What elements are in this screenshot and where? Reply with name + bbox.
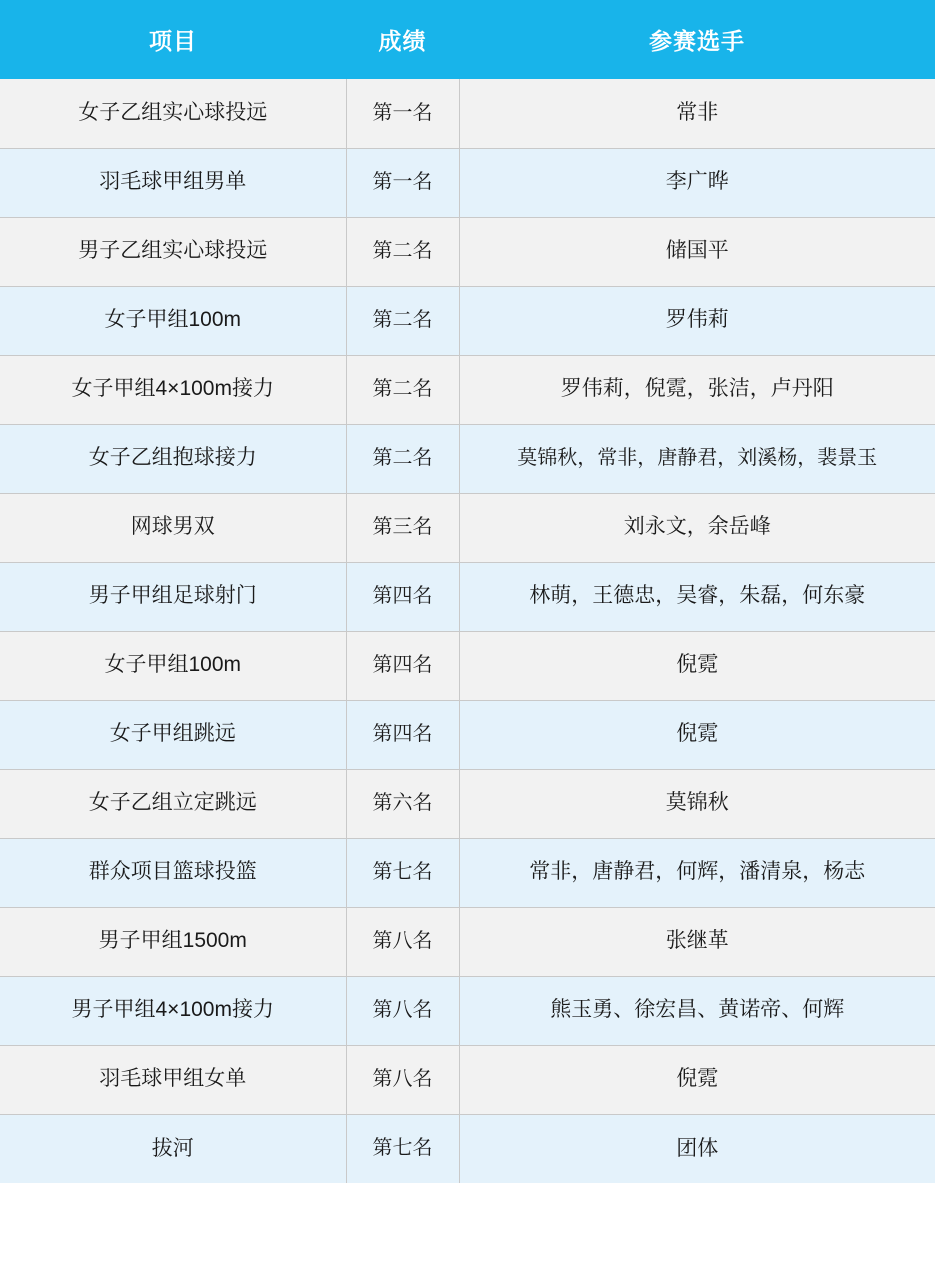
- cell-rank: 第一名: [346, 79, 459, 148]
- cell-event: 男子甲组4×100m接力: [0, 976, 346, 1045]
- column-header-participants: 参赛选手: [459, 0, 935, 79]
- cell-participants: 罗伟莉，倪霓，张洁，卢丹阳: [459, 355, 935, 424]
- table-row: [0, 1114, 935, 1183]
- cell-event: 女子甲组100m: [0, 286, 346, 355]
- cell-rank: 第四名: [346, 562, 459, 631]
- table-row: [0, 976, 935, 1045]
- cell-rank: 第八名: [346, 976, 459, 1045]
- cell-event: 女子乙组抱球接力: [0, 424, 346, 493]
- cell-event: 女子甲组跳远: [0, 700, 346, 769]
- table-row: [0, 907, 935, 976]
- cell-rank: 第四名: [346, 700, 459, 769]
- table-row: [0, 838, 935, 907]
- table-row: [0, 631, 935, 700]
- table-row: [0, 217, 935, 286]
- table-row: [0, 493, 935, 562]
- cell-participants: 刘永文，余岳峰: [459, 493, 935, 562]
- cell-event: 女子乙组实心球投远: [0, 79, 346, 148]
- cell-event: 女子甲组100m: [0, 631, 346, 700]
- cell-participants: 李广晔: [459, 148, 935, 217]
- cell-rank: 第八名: [346, 907, 459, 976]
- cell-event: 羽毛球甲组男单: [0, 148, 346, 217]
- table-row: [0, 562, 935, 631]
- cell-participants: 常非，唐静君，何辉，潘清泉，杨志: [459, 838, 935, 907]
- table-row: [0, 79, 935, 148]
- cell-event: 男子甲组1500m: [0, 907, 346, 976]
- table-row: [0, 769, 935, 838]
- cell-rank: 第二名: [346, 355, 459, 424]
- cell-participants: 倪霓: [459, 1045, 935, 1114]
- cell-event: 女子甲组4×100m接力: [0, 355, 346, 424]
- cell-event: 羽毛球甲组女单: [0, 1045, 346, 1114]
- cell-event: 男子甲组足球射门: [0, 562, 346, 631]
- table-row: [0, 1045, 935, 1114]
- table-row: [0, 148, 935, 217]
- cell-event: 拔河: [0, 1114, 346, 1183]
- cell-participants: 罗伟莉: [459, 286, 935, 355]
- table-header: [0, 0, 935, 79]
- table-row: [0, 286, 935, 355]
- cell-participants: 林萌，王德忠，吴睿，朱磊，何东豪: [459, 562, 935, 631]
- cell-participants: 倪霓: [459, 631, 935, 700]
- cell-participants: 常非: [459, 79, 935, 148]
- cell-event: 男子乙组实心球投远: [0, 217, 346, 286]
- cell-participants: 倪霓: [459, 700, 935, 769]
- cell-rank: 第四名: [346, 631, 459, 700]
- table-header-row: [0, 0, 935, 79]
- cell-participants: 莫锦秋，常非，唐静君，刘溪杨，裴景玉: [459, 424, 935, 493]
- table-body: [0, 79, 935, 1183]
- cell-rank: 第二名: [346, 424, 459, 493]
- cell-participants: 储国平: [459, 217, 935, 286]
- cell-rank: 第一名: [346, 148, 459, 217]
- cell-rank: 第七名: [346, 1114, 459, 1183]
- column-header-event: 项目: [0, 0, 346, 79]
- cell-rank: 第六名: [346, 769, 459, 838]
- cell-event: 女子乙组立定跳远: [0, 769, 346, 838]
- cell-participants: 熊玉勇、徐宏昌、黄诺帝、何辉: [459, 976, 935, 1045]
- cell-event: 群众项目篮球投篮: [0, 838, 346, 907]
- cell-rank: 第三名: [346, 493, 459, 562]
- cell-event: 网球男双: [0, 493, 346, 562]
- cell-participants: 团体: [459, 1114, 935, 1183]
- cell-rank: 第二名: [346, 286, 459, 355]
- table-row: [0, 424, 935, 493]
- cell-rank: 第七名: [346, 838, 459, 907]
- table-row: [0, 700, 935, 769]
- cell-rank: 第二名: [346, 217, 459, 286]
- cell-rank: 第八名: [346, 1045, 459, 1114]
- cell-participants: 莫锦秋: [459, 769, 935, 838]
- column-header-rank: 成绩: [346, 0, 459, 79]
- table-row: [0, 355, 935, 424]
- cell-participants: 张继革: [459, 907, 935, 976]
